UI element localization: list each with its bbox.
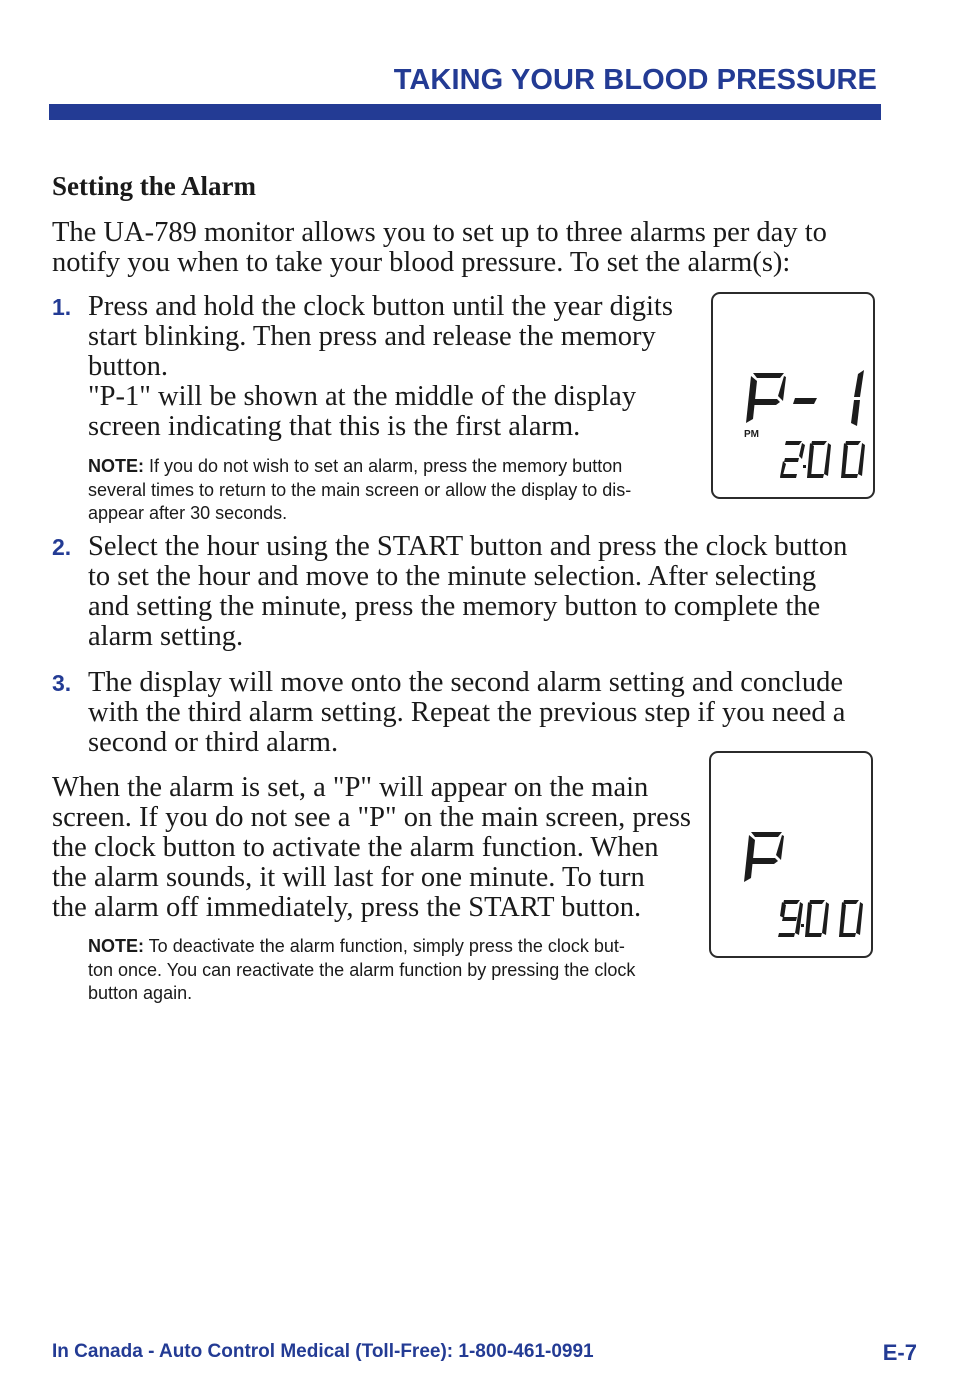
note-label: NOTE: <box>88 936 144 956</box>
step-1-number: 1. <box>52 294 72 320</box>
note-line: appear after 30 seconds. <box>88 503 288 523</box>
closing-paragraph <box>52 773 691 923</box>
note-line: several times to return to the main screen or allow the display to dis- <box>88 479 632 500</box>
closing-line: When the alarm is set, a "P" will appear on the main <box>52 772 649 803</box>
header-rule <box>49 104 881 120</box>
step-1-extra-text <box>88 382 636 442</box>
lcd-readout-p1 <box>713 294 873 497</box>
step-line: "P-1" will be shown at the middle of the display <box>88 381 637 412</box>
intro-line: notify you when to take your blood pressure. To set the alarm(s): <box>52 247 791 278</box>
note-line: ton once. You can reactivate the alarm function by pressing the clock <box>88 959 636 980</box>
step-line: with the third alarm setting. Repeat the previous step if you need a <box>88 697 846 728</box>
step-2-text <box>88 532 847 652</box>
section-heading: Setting the Alarm <box>52 171 256 201</box>
page-header-title: TAKING YOUR BLOOD PRESSURE <box>393 64 877 96</box>
closing-line: the clock button to activate the alarm function. When <box>52 832 659 863</box>
step-line: second or third alarm. <box>88 727 339 758</box>
note-line: button again. <box>88 983 193 1003</box>
closing-note <box>88 935 635 1006</box>
step-line: button. <box>88 351 168 382</box>
step-line: and setting the minute, press the memory button to complete the <box>88 591 821 622</box>
page-number: E-7 <box>882 1340 917 1365</box>
closing-line: the alarm sounds, it will last for one minute. To turn <box>52 862 645 893</box>
intro-paragraph <box>52 218 827 278</box>
step-line: to set the hour and move to the minute selection. After selecting <box>88 561 817 592</box>
step-line: alarm setting. <box>88 621 244 652</box>
intro-line: The UA-789 monitor allows you to set up to three alarms per day to <box>52 217 827 248</box>
note-line: NOTE: To deactivate the alarm function, simply press the clock but- <box>88 936 625 956</box>
step-line: start blinking. Then press and release the memory <box>88 321 656 352</box>
footer-contact: In Canada - Auto Control Medical (Toll-Free): 1-800-461-0991 <box>52 1341 594 1362</box>
note-line: NOTE: If you do not wish to set an alarm, press the memory button <box>88 456 623 476</box>
step-line: Select the hour using the START button and press the clock button <box>88 531 848 562</box>
step-1-text <box>88 292 673 382</box>
step-3-text <box>88 668 845 758</box>
step-line: The display will move onto the second alarm setting and conclude <box>88 667 844 698</box>
lcd-display-alarm-set <box>709 751 873 958</box>
step-line: Press and hold the clock button until the year digits <box>88 291 673 322</box>
lcd-display-alarm-1 <box>711 292 875 499</box>
step-3-number: 3. <box>52 670 72 696</box>
closing-line: screen. If you do not see a "P" on the main screen, press <box>52 802 691 833</box>
closing-line: the alarm off immediately, press the START button. <box>52 892 642 923</box>
lcd-readout-p <box>711 753 871 956</box>
step-1-note <box>88 455 631 526</box>
note-label: NOTE: <box>88 456 144 476</box>
step-2-number: 2. <box>52 534 72 560</box>
step-line: screen indicating that this is the first alarm. <box>88 411 581 442</box>
pm-indicator-text: PM <box>744 429 759 440</box>
